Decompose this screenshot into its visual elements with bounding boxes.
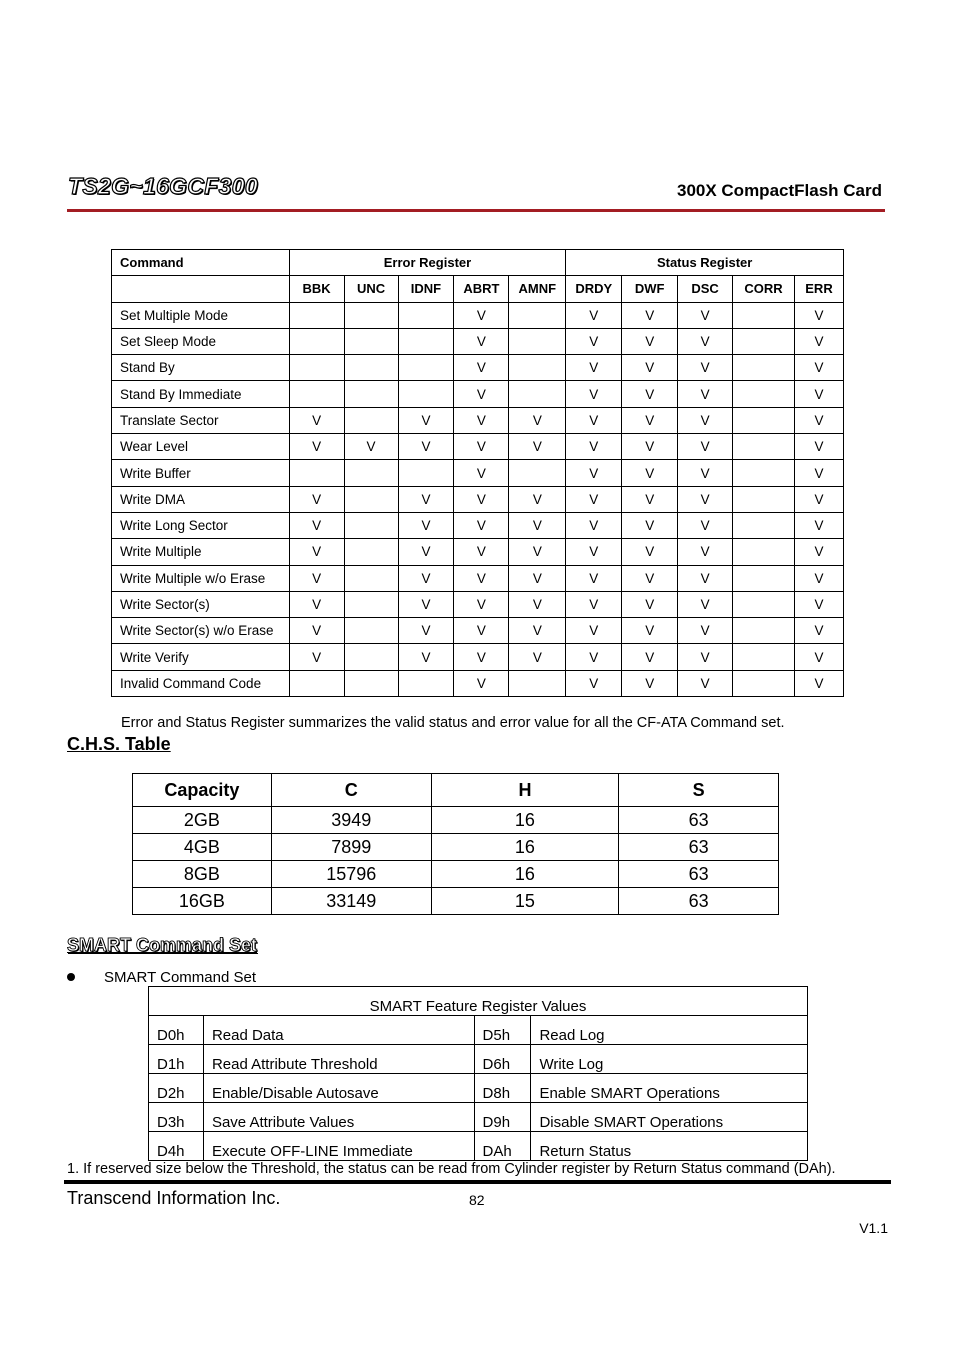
command-name: Write Long Sector (112, 512, 290, 538)
column-header: DWF (622, 276, 678, 302)
smart-table-body (149, 987, 808, 1161)
flag-cell: V (678, 434, 733, 460)
chs-table-body (133, 807, 779, 915)
flag-cell: V (454, 591, 509, 617)
flag-cell: V (289, 565, 344, 591)
flag-cell: V (622, 355, 678, 381)
flag-cell (344, 460, 398, 486)
flag-cell (733, 355, 795, 381)
flag-cell (398, 460, 454, 486)
feature-code: D6h (474, 1045, 531, 1074)
feature-name: Read Data (203, 1016, 474, 1045)
column-header: AMNF (509, 276, 566, 302)
flag-cell: V (794, 434, 843, 460)
chs-column-header: Capacity (133, 774, 272, 807)
product-title: TS2G~16GCF300 (68, 173, 258, 199)
register-note: Error and Status Register summarizes the valid status and error value for all the CF-ATA Command set. (121, 715, 785, 731)
flag-cell (733, 460, 795, 486)
table-row (133, 834, 779, 861)
flag-cell: V (566, 591, 622, 617)
smart-bullet-text: SMART Command Set (104, 969, 256, 986)
flag-cell: V (454, 539, 509, 565)
table-row (112, 618, 844, 644)
table-row (149, 1074, 808, 1103)
flag-cell: V (678, 565, 733, 591)
flag-cell: V (794, 539, 843, 565)
flag-cell (509, 328, 566, 354)
flag-cell: V (622, 644, 678, 670)
flag-cell: V (454, 618, 509, 644)
flag-cell (733, 328, 795, 354)
flag-cell: V (509, 565, 566, 591)
flag-cell: V (509, 512, 566, 538)
table-row (112, 355, 844, 381)
flag-cell (398, 381, 454, 407)
flag-cell: V (622, 591, 678, 617)
blank-header-cell (112, 276, 290, 302)
chs-header-row (133, 774, 779, 807)
flag-cell: V (509, 644, 566, 670)
flag-cell: V (289, 434, 344, 460)
chs-column-header: S (619, 774, 779, 807)
command-name: Write Sector(s) (112, 591, 290, 617)
flag-cell: V (509, 486, 566, 512)
table-row (112, 512, 844, 538)
flag-cell (344, 328, 398, 354)
flag-cell: V (678, 460, 733, 486)
column-header: ABRT (454, 276, 509, 302)
flag-cell (344, 591, 398, 617)
flag-cell: V (566, 486, 622, 512)
table-row (112, 302, 844, 328)
flag-cell: V (454, 302, 509, 328)
flag-cell: V (566, 618, 622, 644)
feature-code: DAh (474, 1132, 531, 1161)
flag-cell: V (344, 434, 398, 460)
table-row (112, 381, 844, 407)
chs-cell: 63 (619, 807, 779, 834)
flag-cell: V (622, 407, 678, 433)
feature-code: D8h (474, 1074, 531, 1103)
flag-cell: V (566, 565, 622, 591)
command-name: Write Multiple (112, 539, 290, 565)
feature-code: D0h (149, 1016, 204, 1045)
command-name: Write Sector(s) w/o Erase (112, 618, 290, 644)
feature-code: D9h (474, 1103, 531, 1132)
flag-cell: V (566, 460, 622, 486)
flag-cell (289, 328, 344, 354)
flag-cell (733, 618, 795, 644)
flag-cell: V (398, 486, 454, 512)
flag-cell (733, 512, 795, 538)
footnote: 1. If reserved size below the Threshold, the status can be read from Cylinder register by Return Status command (DAh). (67, 1161, 836, 1177)
flag-cell: V (622, 486, 678, 512)
chs-cell: 4GB (133, 834, 272, 861)
feature-code: D1h (149, 1045, 204, 1074)
flag-cell (398, 670, 454, 696)
table-row (112, 591, 844, 617)
flag-cell: V (678, 328, 733, 354)
flag-cell: V (289, 486, 344, 512)
flag-cell: V (678, 539, 733, 565)
flag-cell (289, 355, 344, 381)
flag-cell: V (794, 355, 843, 381)
column-header: IDNF (398, 276, 454, 302)
flag-cell: V (678, 670, 733, 696)
flag-cell (344, 618, 398, 644)
flag-cell: V (794, 644, 843, 670)
flag-cell: V (622, 328, 678, 354)
chs-cell: 15796 (271, 861, 431, 888)
smart-title-row (149, 987, 808, 1016)
error-register-header: Error Register (289, 250, 566, 276)
column-header: DRDY (566, 276, 622, 302)
command-name: Set Multiple Mode (112, 302, 290, 328)
flag-cell: V (678, 618, 733, 644)
column-header: ERR (794, 276, 843, 302)
flag-cell: V (794, 486, 843, 512)
command-name: Write Multiple w/o Erase (112, 565, 290, 591)
flag-cell: V (794, 460, 843, 486)
flag-cell: V (622, 618, 678, 644)
flag-cell: V (566, 539, 622, 565)
command-name: Write Verify (112, 644, 290, 670)
table-row (112, 328, 844, 354)
flag-cell: V (454, 644, 509, 670)
chs-table (132, 773, 779, 915)
flag-cell: V (398, 618, 454, 644)
flag-cell (289, 302, 344, 328)
table-row (112, 644, 844, 670)
page-number: 82 (469, 1192, 485, 1208)
table-row (112, 539, 844, 565)
flag-cell: V (566, 512, 622, 538)
document-subtitle: 300X CompactFlash Card (676, 181, 882, 200)
column-header: DSC (678, 276, 733, 302)
flag-cell: V (794, 670, 843, 696)
flag-cell: V (678, 591, 733, 617)
chs-cell: 16 (431, 861, 619, 888)
register-table-body (112, 302, 844, 696)
flag-cell: V (398, 644, 454, 670)
flag-cell: V (509, 591, 566, 617)
flag-cell: V (398, 434, 454, 460)
flag-cell: V (454, 670, 509, 696)
flag-cell: V (678, 381, 733, 407)
group-header-row (112, 250, 844, 276)
status-register-header: Status Register (566, 250, 844, 276)
command-name: Translate Sector (112, 407, 290, 433)
flag-cell (289, 670, 344, 696)
table-row (112, 565, 844, 591)
flag-cell: V (622, 539, 678, 565)
version-label: V1.1 (859, 1220, 888, 1236)
flag-cell (509, 302, 566, 328)
flag-cell: V (678, 355, 733, 381)
table-row (133, 861, 779, 888)
flag-cell: V (794, 591, 843, 617)
table-row (149, 1016, 808, 1045)
header-rule (67, 209, 885, 212)
flag-cell: V (566, 355, 622, 381)
flag-cell: V (622, 434, 678, 460)
flag-cell: V (454, 407, 509, 433)
flag-cell (344, 302, 398, 328)
bullet-icon (67, 973, 75, 981)
feature-name: Read Attribute Threshold (203, 1045, 474, 1074)
chs-cell: 63 (619, 834, 779, 861)
flag-cell: V (622, 670, 678, 696)
flag-cell: V (454, 460, 509, 486)
flag-cell: V (794, 618, 843, 644)
register-table (111, 249, 844, 697)
feature-name: Save Attribute Values (203, 1103, 474, 1132)
feature-code: D2h (149, 1074, 204, 1103)
flag-cell (344, 355, 398, 381)
flag-cell (509, 460, 566, 486)
flag-cell: V (566, 670, 622, 696)
flag-cell (509, 670, 566, 696)
smart-table-title: SMART Feature Register Values (149, 987, 808, 1016)
feature-name: Execute OFF-LINE Immediate (203, 1132, 474, 1161)
flag-cell: V (289, 591, 344, 617)
chs-cell: 16 (431, 834, 619, 861)
flag-cell (344, 407, 398, 433)
flag-cell (344, 512, 398, 538)
column-header-row (112, 276, 844, 302)
footer-rule (64, 1180, 891, 1184)
chs-cell: 3949 (271, 807, 431, 834)
feature-name: Read Log (531, 1016, 808, 1045)
flag-cell: V (566, 328, 622, 354)
table-row (112, 486, 844, 512)
flag-cell (344, 670, 398, 696)
flag-cell: V (398, 539, 454, 565)
table-row (149, 1132, 808, 1161)
flag-cell: V (454, 381, 509, 407)
smart-heading: SMART Command Set (67, 935, 258, 955)
chs-cell: 16GB (133, 888, 272, 915)
flag-cell: V (454, 565, 509, 591)
flag-cell: V (622, 460, 678, 486)
flag-cell: V (678, 302, 733, 328)
flag-cell: V (794, 565, 843, 591)
flag-cell (733, 670, 795, 696)
flag-cell: V (622, 302, 678, 328)
flag-cell (733, 434, 795, 460)
flag-cell: V (289, 644, 344, 670)
column-header: UNC (344, 276, 398, 302)
flag-cell: V (794, 407, 843, 433)
flag-cell: V (289, 407, 344, 433)
flag-cell (733, 591, 795, 617)
flag-cell: V (794, 512, 843, 538)
table-row (133, 807, 779, 834)
flag-cell: V (509, 539, 566, 565)
flag-cell: V (566, 407, 622, 433)
flag-cell (733, 644, 795, 670)
feature-code: D3h (149, 1103, 204, 1132)
feature-code: D5h (474, 1016, 531, 1045)
flag-cell: V (509, 618, 566, 644)
flag-cell: V (454, 512, 509, 538)
flag-cell: V (289, 618, 344, 644)
flag-cell: V (509, 407, 566, 433)
chs-cell: 63 (619, 861, 779, 888)
chs-cell: 63 (619, 888, 779, 915)
command-name: Write Buffer (112, 460, 290, 486)
table-row (112, 460, 844, 486)
flag-cell (344, 381, 398, 407)
chs-cell: 7899 (271, 834, 431, 861)
chs-column-header: H (431, 774, 619, 807)
flag-cell (344, 539, 398, 565)
flag-cell: V (454, 355, 509, 381)
table-row (112, 670, 844, 696)
flag-cell (398, 328, 454, 354)
column-header: CORR (733, 276, 795, 302)
chs-cell: 33149 (271, 888, 431, 915)
command-header: Command (112, 250, 290, 276)
flag-cell (509, 381, 566, 407)
flag-cell: V (678, 644, 733, 670)
flag-cell (733, 486, 795, 512)
feature-name: Return Status (531, 1132, 808, 1161)
table-row (112, 407, 844, 433)
flag-cell: V (289, 539, 344, 565)
flag-cell (398, 302, 454, 328)
table-row (133, 888, 779, 915)
flag-cell: V (398, 407, 454, 433)
flag-cell: V (678, 512, 733, 538)
chs-cell: 8GB (133, 861, 272, 888)
column-header: BBK (289, 276, 344, 302)
flag-cell: V (678, 486, 733, 512)
flag-cell: V (622, 565, 678, 591)
flag-cell (509, 355, 566, 381)
table-row (112, 434, 844, 460)
flag-cell (733, 565, 795, 591)
flag-cell: V (794, 302, 843, 328)
flag-cell: V (398, 565, 454, 591)
flag-cell (733, 302, 795, 328)
flag-cell: V (566, 644, 622, 670)
command-name: Write DMA (112, 486, 290, 512)
company-name: Transcend Information Inc. (67, 1188, 281, 1208)
chs-column-header: C (271, 774, 431, 807)
flag-cell (289, 460, 344, 486)
command-name: Invalid Command Code (112, 670, 290, 696)
chs-cell: 2GB (133, 807, 272, 834)
feature-name: Enable/Disable Autosave (203, 1074, 474, 1103)
chs-heading: C.H.S. Table (67, 734, 171, 754)
flag-cell: V (566, 434, 622, 460)
flag-cell: V (566, 302, 622, 328)
feature-name: Enable SMART Operations (531, 1074, 808, 1103)
smart-table (148, 986, 808, 1161)
command-name: Wear Level (112, 434, 290, 460)
chs-cell: 16 (431, 807, 619, 834)
flag-cell: V (289, 512, 344, 538)
feature-code: D4h (149, 1132, 204, 1161)
flag-cell (733, 407, 795, 433)
flag-cell (289, 381, 344, 407)
flag-cell: V (454, 486, 509, 512)
feature-name: Write Log (531, 1045, 808, 1074)
flag-cell: V (454, 328, 509, 354)
flag-cell: V (678, 407, 733, 433)
flag-cell: V (398, 512, 454, 538)
table-row (149, 1103, 808, 1132)
flag-cell (733, 381, 795, 407)
flag-cell (398, 355, 454, 381)
flag-cell: V (566, 381, 622, 407)
flag-cell: V (794, 328, 843, 354)
chs-cell: 15 (431, 888, 619, 915)
flag-cell: V (622, 512, 678, 538)
flag-cell (344, 486, 398, 512)
flag-cell (344, 644, 398, 670)
flag-cell: V (454, 434, 509, 460)
flag-cell: V (509, 434, 566, 460)
feature-name: Disable SMART Operations (531, 1103, 808, 1132)
flag-cell (344, 565, 398, 591)
flag-cell: V (398, 591, 454, 617)
flag-cell: V (794, 381, 843, 407)
command-name: Stand By (112, 355, 290, 381)
command-name: Set Sleep Mode (112, 328, 290, 354)
flag-cell: V (622, 381, 678, 407)
command-name: Stand By Immediate (112, 381, 290, 407)
flag-cell (733, 539, 795, 565)
table-row (149, 1045, 808, 1074)
